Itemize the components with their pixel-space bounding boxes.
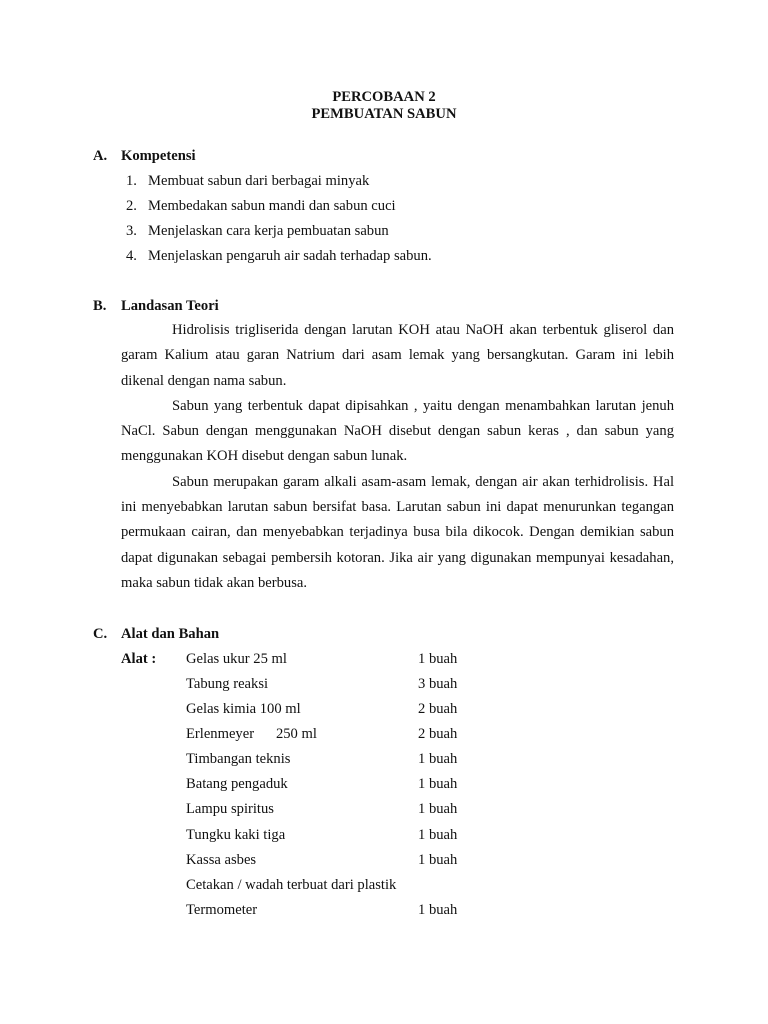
section-a-heading: Kompetensi [121,148,196,164]
list-item: Menjelaskan pengaruh air sadah terhadap sabun. [148,248,432,264]
equipment-qty: 1 buah [418,852,458,868]
equipment-qty: 2 buah [418,726,458,742]
paragraph: Sabun yang terbentuk dapat dipisahkan , yaitu dengan menambahkan larutan jenuh NaCl. Sabun dengan menggunakan NaOH disebut dengan sabun keras , dan sabun yang menggunakan KOH disebut dengan sabun lunak. [121,397,674,465]
equipment-qty: 3 buah [418,676,458,692]
equipment-qty: 1 buah [418,776,458,792]
equipment-name: Tabung reaksi [186,676,269,692]
equipment-name: Erlenmeyer 250 ml [186,726,317,742]
list-item: Membuat sabun dari berbagai minyak [148,173,370,189]
list-item: Menjelaskan cara kerja pembuatan sabun [148,223,389,239]
equipment-name: Termometer [186,902,258,918]
equipment-name: Gelas kimia 100 ml [186,701,301,717]
equipment-name: Lampu spiritus [186,801,274,817]
equipment-qty: 2 buah [418,701,458,717]
equipment-qty: 1 buah [418,751,458,767]
document-title: PERCOBAAN 2 [332,89,436,105]
list-item: Membedakan sabun mandi dan sabun cuci [148,198,396,214]
theory-text [121,318,674,596]
list-item-number: 2. [126,198,137,214]
equipment-qty: 1 buah [418,651,458,667]
equipment-name: Tungku kaki tiga [186,827,286,843]
equipment-name: Gelas ukur 25 ml [186,651,287,667]
equipment-name: Cetakan / wadah terbuat dari plastik [186,877,397,893]
document-subtitle: PEMBUATAN SABUN [311,106,457,122]
equipment-name: Batang pengaduk [186,776,288,792]
section-c-letter: C. [93,626,108,642]
equipment-qty: 1 buah [418,902,458,918]
section-b-letter: B. [93,298,107,314]
section-c-heading: Alat dan Bahan [121,626,220,642]
list-item-number: 1. [126,173,137,189]
alat-label: Alat : [121,651,157,667]
paragraph: Hidrolisis trigliserida dengan larutan KOH atau NaOH akan terbentuk gliserol dan garam Kalium atau garan Natrium dari asam lemak yang bersangkutan. Garam ini lebih dikenal dengan nama sabun. [121,322,674,389]
equipment-qty: 1 buah [418,827,458,843]
equipment-qty: 1 buah [418,801,458,817]
paragraph: Sabun merupakan garam alkali asam-asam lemak, dengan air akan terhidrolisis. Hal ini menyebabkan larutan sabun bersifat basa. Larutan sabun ini dapat menurunkan tegangan permukaan cairan, dan menyebabkan terjadinya busa bila dikocok. Dengan demikian sabun dapat digunakan sebagai pembersih kotoran. Jika air yang digunakan mempunyai kesadahan, maka sabun tidak akan berbusa. [121,473,674,591]
section-b-heading: Landasan Teori [121,298,219,314]
equipment-name: Kassa asbes [186,852,257,868]
equipment-name: Timbangan teknis [186,751,291,767]
section-a-letter: A. [93,148,108,164]
list-item-number: 3. [126,223,137,239]
list-item-number: 4. [126,248,137,264]
